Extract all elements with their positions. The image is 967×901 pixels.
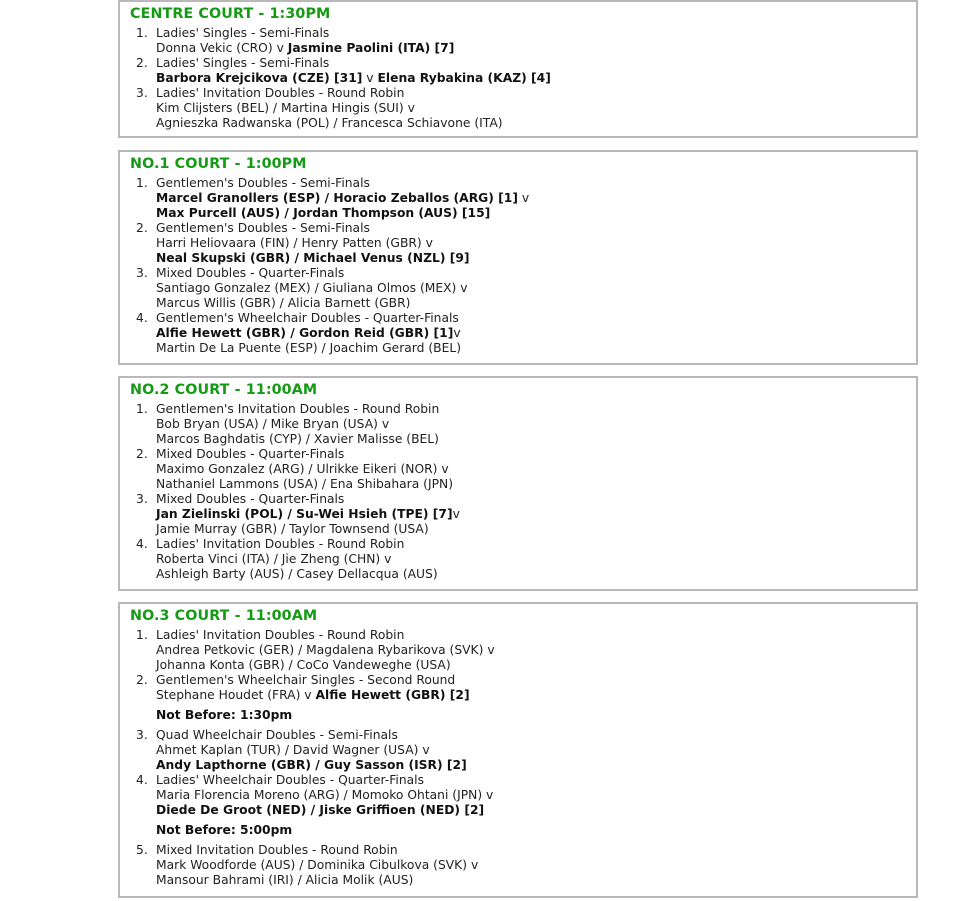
match-event: Quad Wheelchair Doubles - Semi-Finals <box>156 728 398 742</box>
player-text: Roberta Vinci (ITA) / Jie Zheng (CHN) v <box>156 552 392 566</box>
match-item <box>120 628 916 673</box>
player-name-bold: Alfie Hewett (GBR) / Gordon Reid (GBR) [1] <box>156 326 454 340</box>
match-number: 4. <box>136 311 148 325</box>
match-item <box>120 773 916 818</box>
match-item <box>120 176 916 221</box>
not-before-note: Not Before: 1:30pm <box>156 708 293 722</box>
player-text: Ashleigh Barty (AUS) / Casey Dellacqua (AUS) <box>156 567 438 581</box>
match-item <box>120 492 916 537</box>
player-name-bold: Alfie Hewett (GBR) [2] <box>315 688 470 702</box>
match-event: Ladies' Invitation Doubles - Round Robin <box>156 86 405 100</box>
match-players-line <box>156 326 916 341</box>
match-item <box>120 537 916 582</box>
match-number: 3. <box>136 86 148 100</box>
match-number: 2. <box>136 56 148 70</box>
match-players-line <box>156 688 916 703</box>
player-text: Nathaniel Lammons (USA) / Ena Shibahara (JPN) <box>156 477 453 491</box>
match-event: Gentlemen's Doubles - Semi-Finals <box>156 221 370 235</box>
player-text: Andrea Petkovic (GER) / Magdalena Rybarikova (SVK) v <box>156 643 495 657</box>
match-item <box>120 728 916 773</box>
match-players-line <box>156 251 916 266</box>
match-players-line <box>156 522 916 537</box>
match-players-line <box>156 71 916 86</box>
player-text: Mansour Bahrami (IRI) / Alicia Molik (AUS) <box>156 873 414 887</box>
player-text: Martin De La Puente (ESP) / Joachim Gerard (BEL) <box>156 341 462 355</box>
match-number: 5. <box>136 843 148 857</box>
match-number: 4. <box>136 773 148 787</box>
player-text: v <box>453 326 461 340</box>
court-card-no1 <box>118 150 918 365</box>
match-item <box>120 673 916 703</box>
match-event: Ladies' Singles - Semi-Finals <box>156 26 330 40</box>
match-players-line <box>156 296 916 311</box>
match-item <box>120 56 916 86</box>
player-text: Agnieszka Radwanska (POL) / Francesca Schiavone (ITA) <box>156 116 503 130</box>
match-players-line <box>156 873 916 888</box>
match-players-line <box>156 758 916 773</box>
match-players-line <box>156 281 916 296</box>
match-item <box>120 221 916 266</box>
match-players-line <box>156 743 916 758</box>
player-text: v <box>362 71 378 85</box>
player-name-bold: Marcel Granollers (ESP) / Horacio Zeballos (ARG) [1] <box>156 191 518 205</box>
match-players-line <box>156 432 916 447</box>
match-item <box>120 266 916 311</box>
court-card-no3 <box>118 602 918 898</box>
player-text: Mark Woodforde (AUS) / Dominika Cibulkova (SVK) v <box>156 858 479 872</box>
match-list <box>120 628 916 888</box>
match-number: 1. <box>136 402 148 416</box>
player-text: Johanna Konta (GBR) / CoCo Vandeweghe (USA) <box>156 658 451 672</box>
court-card-centre <box>118 0 918 138</box>
player-text: Bob Bryan (USA) / Mike Bryan (USA) v <box>156 417 390 431</box>
match-number: 3. <box>136 728 148 742</box>
player-text: Stephane Houdet (FRA) v <box>156 688 316 702</box>
match-players-line <box>156 803 916 818</box>
player-text: Marcos Baghdatis (CYP) / Xavier Malisse (BEL) <box>156 432 439 446</box>
player-name-bold: Andy Lapthorne (GBR) / Guy Sasson (ISR) [2] <box>156 758 467 772</box>
match-players-line <box>156 462 916 477</box>
match-players-line <box>156 41 916 56</box>
match-number: 3. <box>136 492 148 506</box>
match-event: Mixed Doubles - Quarter-Finals <box>156 266 345 280</box>
match-event: Mixed Invitation Doubles - Round Robin <box>156 843 398 857</box>
player-text: Santiago Gonzalez (MEX) / Giuliana Olmos (MEX) v <box>156 281 468 295</box>
match-event: Gentlemen's Doubles - Semi-Finals <box>156 176 370 190</box>
match-players-line <box>156 552 916 567</box>
court-card-no2 <box>118 376 918 591</box>
match-players-line <box>156 101 916 116</box>
player-name-bold: Max Purcell (AUS) / Jordan Thompson (AUS) [15] <box>156 206 491 220</box>
match-players-line <box>156 507 916 522</box>
match-item <box>120 86 916 131</box>
player-text: Jamie Murray (GBR) / Taylor Townsend (USA) <box>156 522 429 536</box>
match-number: 4. <box>136 537 148 551</box>
match-players-line <box>156 236 916 251</box>
court-title: CENTRE COURT - 1:30PM <box>130 6 331 22</box>
match-item <box>120 311 916 356</box>
match-event: Ladies' Wheelchair Doubles - Quarter-Finals <box>156 773 424 787</box>
match-players-line <box>156 341 916 356</box>
match-event: Gentlemen's Wheelchair Doubles - Quarter-Finals <box>156 311 459 325</box>
match-event: Ladies' Singles - Semi-Finals <box>156 56 330 70</box>
not-before-note: Not Before: 5:00pm <box>156 823 293 837</box>
match-players-line <box>156 116 916 131</box>
player-text: Ahmet Kaplan (TUR) / David Wagner (USA) v <box>156 743 430 757</box>
match-number: 1. <box>136 628 148 642</box>
match-players-line <box>156 417 916 432</box>
match-number: 1. <box>136 26 148 40</box>
match-players-line <box>156 567 916 582</box>
player-name-bold: Barbora Krejcikova (CZE) [31] <box>156 71 363 85</box>
player-text: Donna Vekic (CRO) v <box>156 41 288 55</box>
match-players-line <box>156 477 916 492</box>
match-list <box>120 402 916 582</box>
match-players-line <box>156 206 916 221</box>
match-players-line <box>156 858 916 873</box>
match-event: Ladies' Invitation Doubles - Round Robin <box>156 628 405 642</box>
match-event: Mixed Doubles - Quarter-Finals <box>156 447 345 461</box>
court-title: NO.3 COURT - 11:00AM <box>130 608 318 624</box>
match-players-line <box>156 191 916 206</box>
match-number: 2. <box>136 447 148 461</box>
match-number: 1. <box>136 176 148 190</box>
player-text: Harri Heliovaara (FIN) / Henry Patten (GBR) v <box>156 236 433 250</box>
match-item <box>120 843 916 888</box>
player-name-bold: Jan Zielinski (POL) / Su-Wei Hsieh (TPE) [7] <box>156 507 453 521</box>
match-item <box>120 447 916 492</box>
match-number: 3. <box>136 266 148 280</box>
match-number: 2. <box>136 221 148 235</box>
player-name-bold: Neal Skupski (GBR) / Michael Venus (NZL) [9] <box>156 251 470 265</box>
match-players-line <box>156 788 916 803</box>
player-text: Marcus Willis (GBR) / Alicia Barnett (GBR) <box>156 296 411 310</box>
court-title: NO.1 COURT - 1:00PM <box>130 156 307 172</box>
player-text: Kim Clijsters (BEL) / Martina Hingis (SUI) v <box>156 101 415 115</box>
player-name-bold: Diede De Groot (NED) / Jiske Griffioen (NED) [2] <box>156 803 485 817</box>
match-event: Gentlemen's Wheelchair Singles - Second Round <box>156 673 456 687</box>
match-players-line <box>156 658 916 673</box>
player-name-bold: Jasmine Paolini (ITA) [7] <box>287 41 455 55</box>
match-event: Ladies' Invitation Doubles - Round Robin <box>156 537 405 551</box>
match-item <box>120 26 916 56</box>
match-players-line <box>156 643 916 658</box>
match-event: Mixed Doubles - Quarter-Finals <box>156 492 345 506</box>
player-text: v <box>452 507 460 521</box>
match-item <box>120 402 916 447</box>
player-text: Maria Florencia Moreno (ARG) / Momoko Ohtani (JPN) v <box>156 788 494 802</box>
match-event: Gentlemen's Invitation Doubles - Round Robin <box>156 402 440 416</box>
player-text: Maximo Gonzalez (ARG) / Ulrikke Eikeri (NOR) v <box>156 462 449 476</box>
court-title: NO.2 COURT - 11:00AM <box>130 382 318 398</box>
match-number: 2. <box>136 673 148 687</box>
match-list <box>120 26 916 131</box>
player-text: v <box>517 191 530 205</box>
player-name-bold: Elena Rybakina (KAZ) [4] <box>377 71 551 85</box>
match-list <box>120 176 916 356</box>
